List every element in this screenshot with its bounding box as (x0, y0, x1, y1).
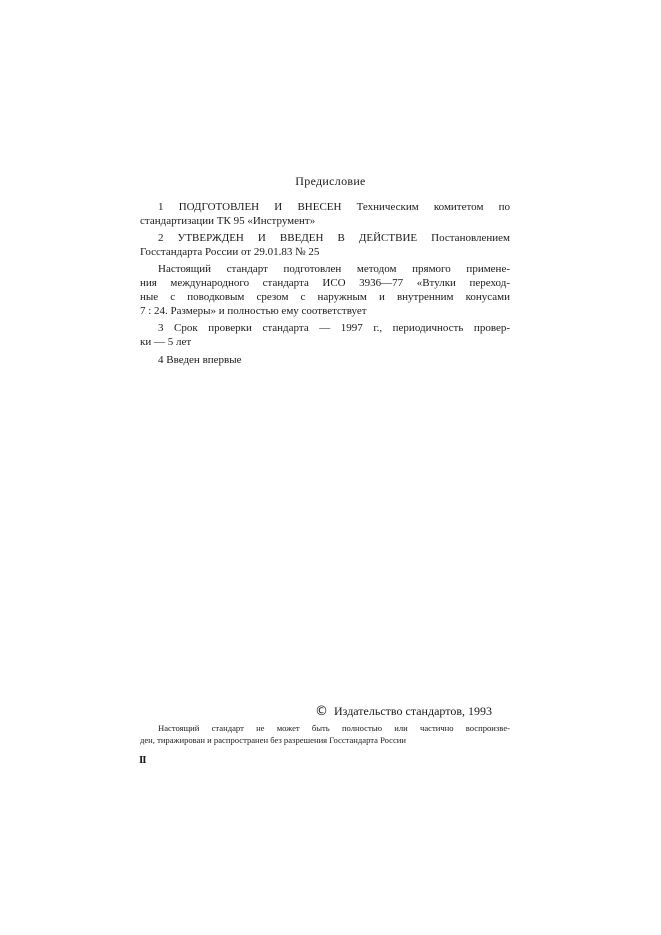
item-line: 4 Введен впервые (158, 354, 242, 366)
item-review-period (140, 321, 510, 349)
item-line: Госстандарта России от 29.01.83 № 25 (140, 246, 320, 258)
item-iso-method (140, 262, 510, 318)
copyright-icon: © (315, 704, 328, 719)
item-approved (140, 231, 510, 259)
item-line: стандартизации ТК 95 «Инструмент» (140, 215, 316, 227)
copyright (315, 704, 492, 719)
item-line: ки — 5 лет (140, 336, 192, 348)
item-line: 2 УТВЕРЖДЕН И ВВЕДЕН В ДЕЙСТВИЕ Постановлением (158, 232, 510, 244)
item-line: 1 ПОДГОТОВЛЕН И ВНЕСЕН Техническим комитетом по (158, 201, 510, 213)
page-title: Предисловие (295, 174, 366, 188)
item-line: 3 Срок проверки стандарта — 1997 г., периодичность провер- (158, 322, 510, 334)
item-prepared-by (140, 200, 510, 228)
copyright-text: Издательство стандартов, 1993 (334, 704, 492, 718)
notice-line: Настоящий стандарт не может быть полностью или частично воспроизве- (158, 723, 510, 733)
notice-line: ден, тиражирован и распространен без разрешения Госстандарта России (140, 735, 407, 745)
reproduction-notice (140, 722, 510, 746)
item-first-introduced (140, 353, 510, 367)
item-line: 7 : 24. Размеры» и полностью ему соответствует (140, 305, 367, 317)
page-number: II (139, 754, 146, 766)
item-line: ния международного стандарта ИСО 3936—77 «Втулки переход- (140, 277, 510, 289)
item-line: Настоящий стандарт подготовлен методом прямого примене- (158, 263, 510, 275)
item-line: ные с поводковым срезом с наружным и внутренним конусами (140, 291, 510, 303)
